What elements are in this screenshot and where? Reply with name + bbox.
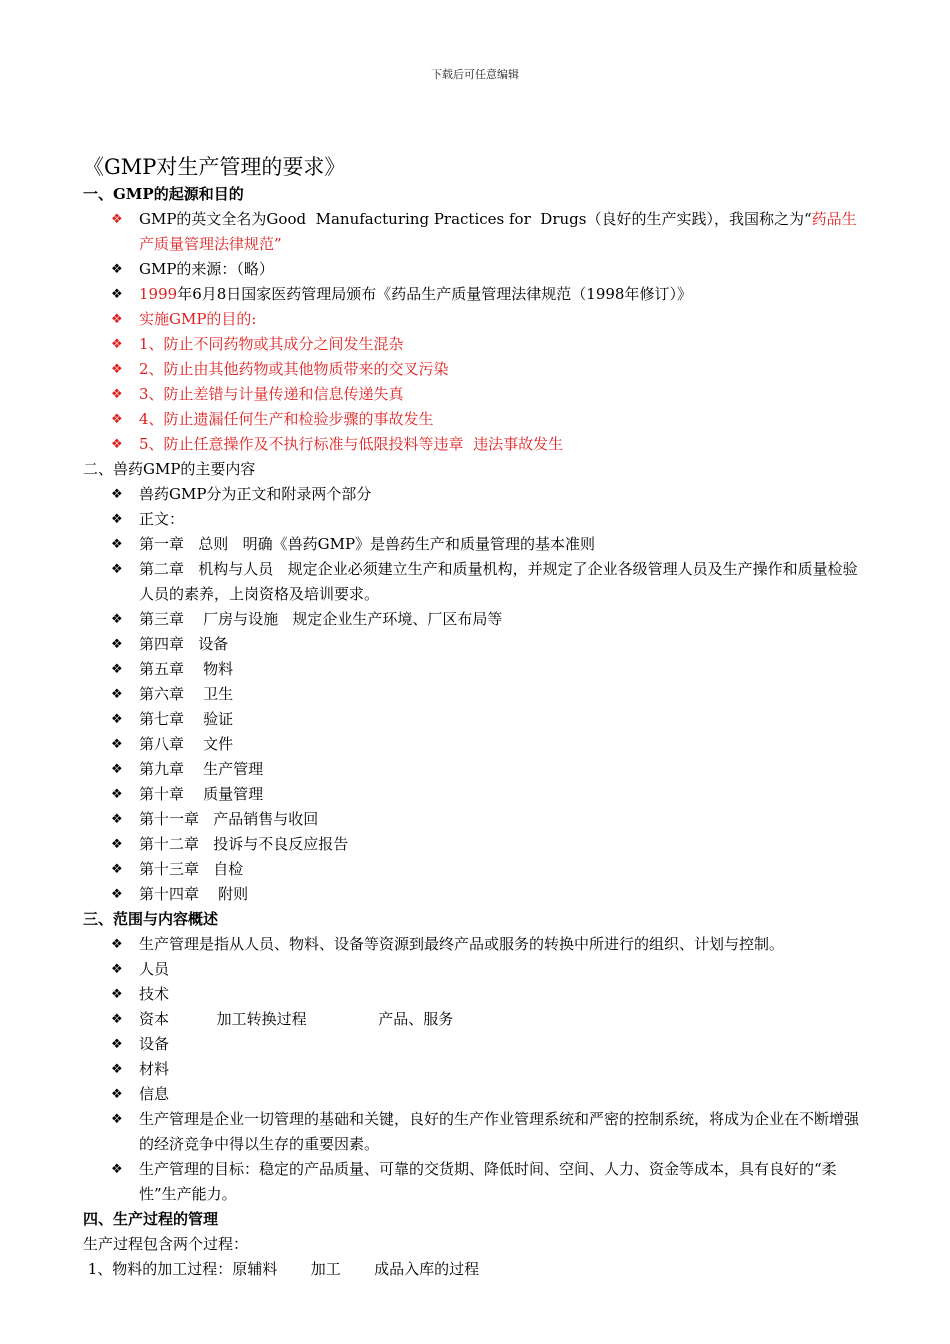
item-text: 1、防止不同药物或其成分之间发生混杂 xyxy=(139,335,404,353)
list-item xyxy=(111,657,863,682)
item-text: 3、防止差错与计量传递和信息传递失真 xyxy=(139,385,404,403)
item-text: 第二章 机构与人员 规定企业必须建立生产和质量机构，并规定了企业各级管理人员及生产操作和质量检验人员的素养，上岗资格及培训要求。 xyxy=(139,560,858,603)
list-item xyxy=(111,407,863,432)
item-text: 第七章 验证 xyxy=(139,710,234,728)
list-item xyxy=(111,332,863,357)
diamond-bullet-icon: ❖ xyxy=(111,1112,123,1127)
bullet-list xyxy=(83,207,863,457)
list-item xyxy=(111,482,863,507)
list-item xyxy=(111,807,863,832)
diamond-bullet-icon: ❖ xyxy=(111,412,123,427)
item-text: 信息 xyxy=(139,1085,170,1103)
list-item xyxy=(111,1057,863,1082)
diamond-bullet-icon: ❖ xyxy=(111,937,123,952)
list-item xyxy=(111,282,863,307)
document-body xyxy=(83,152,863,1282)
list-item xyxy=(111,607,863,632)
document-title: 《GMP对生产管理的要求》 xyxy=(83,155,346,179)
diamond-bullet-icon: ❖ xyxy=(111,787,123,802)
diamond-bullet-icon: ❖ xyxy=(111,712,123,727)
list-item xyxy=(111,882,863,907)
diamond-bullet-icon: ❖ xyxy=(111,437,123,452)
item-text: 实施GMP的目的: xyxy=(139,310,257,328)
diamond-bullet-icon: ❖ xyxy=(111,612,123,627)
item-text: 第十一章 产品销售与收回 xyxy=(139,810,319,828)
item-text: 2、防止由其他药物或其他物质带来的交叉污染 xyxy=(139,360,449,378)
diamond-bullet-icon: ❖ xyxy=(111,512,123,527)
list-item xyxy=(111,857,863,882)
list-item xyxy=(111,1157,863,1207)
list-item xyxy=(111,432,863,457)
item-text: 药品生产质量管理法律规范” xyxy=(139,210,857,253)
item-text: 4、防止遗漏任何生产和检验步骤的事故发生 xyxy=(139,410,434,428)
item-text: 生产管理的目标：稳定的产品质量、可靠的交货期、降低时间、空间、人力、资金等成本，具有良好的“柔性”生产能力。 xyxy=(139,1160,837,1203)
item-text: 第十四章 附则 xyxy=(139,885,249,903)
item-text: 生产管理是企业一切管理的基础和关键，良好的生产作业管理系统和严密的控制系统，将成为企业在不断增强的经济竞争中得以生存的重要因素。 xyxy=(139,1110,860,1153)
item-text: 第八章 文件 xyxy=(139,735,234,753)
diamond-bullet-icon: ❖ xyxy=(111,662,123,677)
section-heading: 二、兽药GMP的主要内容 xyxy=(83,460,256,478)
list-item xyxy=(111,832,863,857)
item-text: 第十章 质量管理 xyxy=(139,785,264,803)
list-item xyxy=(111,307,863,332)
diamond-bullet-icon: ❖ xyxy=(111,737,123,752)
item-text: 第五章 物料 xyxy=(139,660,234,678)
list-item xyxy=(111,757,863,782)
diamond-bullet-icon: ❖ xyxy=(111,687,123,702)
list-item xyxy=(111,382,863,407)
bullet-list xyxy=(83,482,863,907)
section-heading: 三、范围与内容概述 xyxy=(83,910,219,928)
item-text: 正文： xyxy=(139,510,185,528)
diamond-bullet-icon: ❖ xyxy=(111,1062,123,1077)
item-text: 第一章 总则 明确《兽药GMP》是兽药生产和质量管理的基本准则 xyxy=(139,535,596,553)
item-text: 第四章 设备 xyxy=(139,635,229,653)
list-item xyxy=(111,1107,863,1157)
diamond-bullet-icon: ❖ xyxy=(111,1162,123,1177)
list-item xyxy=(111,632,863,657)
diamond-bullet-icon: ❖ xyxy=(111,762,123,777)
list-item xyxy=(111,932,863,957)
item-text: 人员 xyxy=(139,960,170,978)
list-item xyxy=(111,732,863,757)
diamond-bullet-icon: ❖ xyxy=(111,862,123,877)
diamond-bullet-icon: ❖ xyxy=(111,287,123,302)
list-item xyxy=(111,507,863,532)
item-text: 第三章 厂房与设施 规定企业生产环境、厂区布局等 xyxy=(139,610,503,628)
sections xyxy=(83,182,863,1232)
item-text: 设备 xyxy=(139,1035,170,1053)
paragraph: 生产过程包含两个过程： xyxy=(83,1235,249,1253)
diamond-bullet-icon: ❖ xyxy=(111,1087,123,1102)
list-item xyxy=(111,357,863,382)
list-item xyxy=(111,1007,863,1032)
list-item xyxy=(111,982,863,1007)
item-text: GMP的英文全名为Good Manufacturing Practices for Drugs（良好的生产实践），我国称之为“ xyxy=(139,210,812,228)
tail-paragraphs xyxy=(83,1232,863,1282)
item-text: 1999 xyxy=(139,285,178,303)
bullet-list xyxy=(83,932,863,1207)
diamond-bullet-icon: ❖ xyxy=(111,312,123,327)
item-text: 生产管理是指从人员、物料、设备等资源到最终产品或服务的转换中所进行的组织、计划与控制。 xyxy=(139,935,785,953)
item-text: 第六章 卫生 xyxy=(139,685,234,703)
section-heading: 四、生产过程的管理 xyxy=(83,1210,219,1228)
list-item xyxy=(111,207,863,257)
item-text: 兽药GMP分为正文和附录两个部分 xyxy=(139,485,372,503)
item-text: 年6月8日国家医药管理局颁布《药品生产质量管理法律规范（1998年修订）》 xyxy=(177,285,692,303)
diamond-bullet-icon: ❖ xyxy=(111,487,123,502)
list-item xyxy=(111,957,863,982)
diamond-bullet-icon: ❖ xyxy=(111,1012,123,1027)
diamond-bullet-icon: ❖ xyxy=(111,337,123,352)
list-item xyxy=(111,557,863,607)
diamond-bullet-icon: ❖ xyxy=(111,1037,123,1052)
diamond-bullet-icon: ❖ xyxy=(111,837,123,852)
page-header: 下载后可任意编辑 xyxy=(431,68,519,81)
section-heading: 一、GMP的起源和目的 xyxy=(83,185,244,203)
item-text: GMP的来源：（略） xyxy=(139,260,274,278)
diamond-bullet-icon: ❖ xyxy=(111,987,123,1002)
item-text: 第十三章 自检 xyxy=(139,860,244,878)
item-text: 5、防止任意操作及不执行标准与低限投料等违章 违法事故发生 xyxy=(139,435,564,453)
item-text: 资本 加工转换过程 产品、服务 xyxy=(139,1010,454,1028)
list-item xyxy=(111,782,863,807)
diamond-bullet-icon: ❖ xyxy=(111,262,123,277)
diamond-bullet-icon: ❖ xyxy=(111,562,123,577)
diamond-bullet-icon: ❖ xyxy=(111,537,123,552)
item-text: 材料 xyxy=(139,1060,170,1078)
item-text: 第十二章 投诉与不良反应报告 xyxy=(139,835,349,853)
diamond-bullet-icon: ❖ xyxy=(111,812,123,827)
diamond-bullet-icon: ❖ xyxy=(111,212,123,227)
list-item xyxy=(111,707,863,732)
list-item xyxy=(111,1082,863,1107)
diamond-bullet-icon: ❖ xyxy=(111,362,123,377)
item-text: 第九章 生产管理 xyxy=(139,760,264,778)
diamond-bullet-icon: ❖ xyxy=(111,387,123,402)
diamond-bullet-icon: ❖ xyxy=(111,887,123,902)
item-text: 技术 xyxy=(139,985,170,1003)
list-item xyxy=(111,682,863,707)
diamond-bullet-icon: ❖ xyxy=(111,962,123,977)
diamond-bullet-icon: ❖ xyxy=(111,637,123,652)
list-item xyxy=(111,257,863,282)
paragraph: 1、物料的加工过程：原辅料 加工 成品入库的过程 xyxy=(83,1260,480,1278)
list-item xyxy=(111,1032,863,1057)
list-item xyxy=(111,532,863,557)
